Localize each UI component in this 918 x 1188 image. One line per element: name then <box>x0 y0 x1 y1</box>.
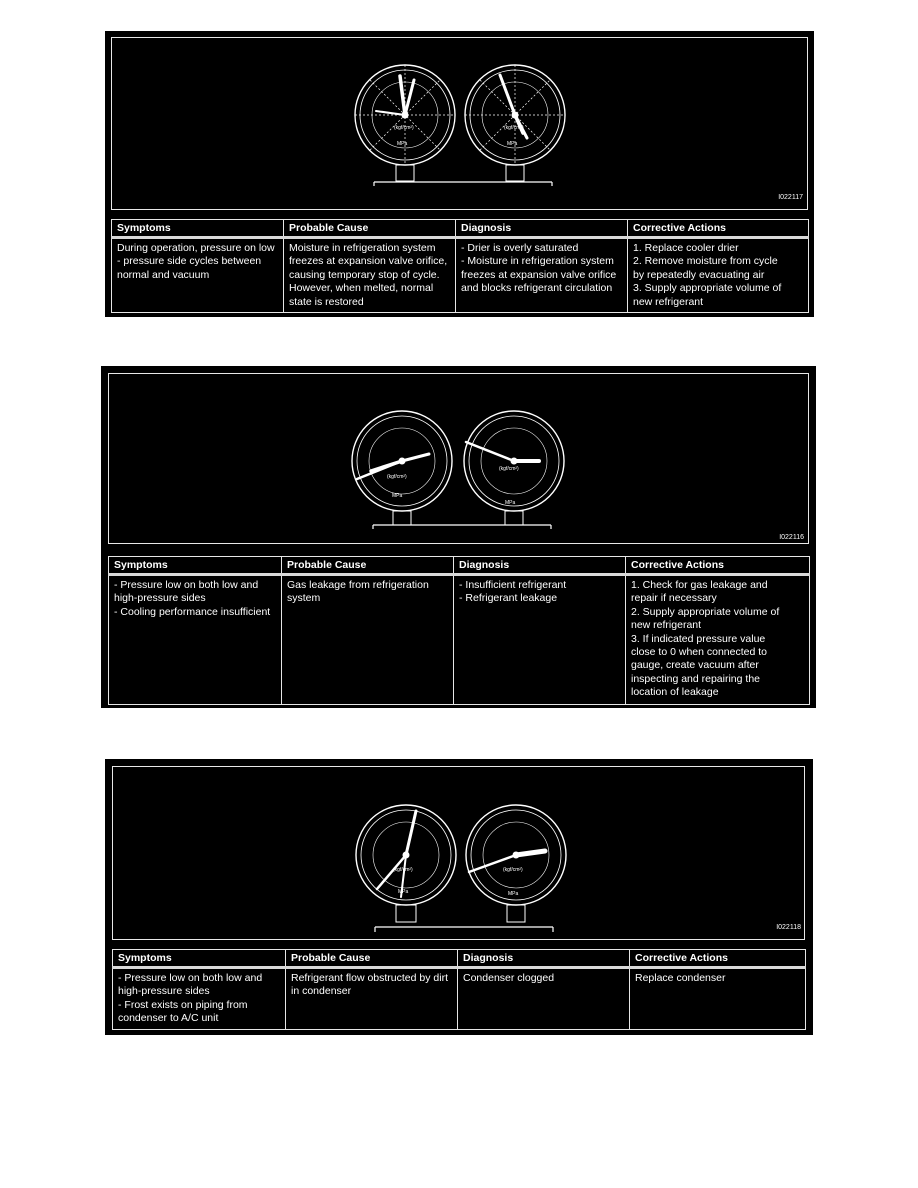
svg-text:(kgf/cm²): (kgf/cm²) <box>394 125 414 131</box>
diagnosis-table-1 <box>111 219 809 313</box>
svg-text:(kgf/cm²): (kgf/cm²) <box>503 867 523 873</box>
table-row <box>113 968 806 1030</box>
svg-text:MPa: MPa <box>505 500 516 506</box>
svg-text:MPa: MPa <box>507 141 518 147</box>
figure-id: I022118 <box>776 924 801 931</box>
header-probable-cause: Probable Cause <box>286 950 458 968</box>
table-header-row <box>113 950 806 968</box>
manifold-gauge-illustration <box>109 374 810 545</box>
cell-probable-cause: Refrigerant flow obstructed by dirt in condenser <box>286 968 458 1030</box>
diagnosis-panel-1 <box>105 31 814 317</box>
table-row <box>109 575 810 705</box>
svg-text:(kgf/cm²): (kgf/cm²) <box>393 867 413 873</box>
figure-id: I022117 <box>778 194 803 201</box>
svg-text:MPa: MPa <box>392 493 403 499</box>
svg-text:(kgf/cm²): (kgf/cm²) <box>504 125 524 131</box>
header-diagnosis: Diagnosis <box>458 950 630 968</box>
cell-corrective-actions: 1. Replace cooler drier 2. Remove moisture from cycle by repeatedly evacuating air 3. Supply appropriate volume of new refrigerant <box>628 238 809 313</box>
header-symptoms: Symptoms <box>113 950 286 968</box>
svg-text:(kgf/cm²): (kgf/cm²) <box>387 474 407 480</box>
header-diagnosis: Diagnosis <box>456 220 628 238</box>
figure-id: I022116 <box>779 534 804 541</box>
manifold-gauge-illustration <box>113 767 806 941</box>
svg-text:(kgf/cm²): (kgf/cm²) <box>499 466 519 472</box>
table-header-row <box>112 220 809 238</box>
cell-diagnosis: - Insufficient refrigerant - Refrigerant leakage <box>454 575 626 705</box>
cell-diagnosis: - Drier is overly saturated - Moisture in refrigeration system freezes at expansion valve orifice and blocks refrigerant circulation <box>456 238 628 313</box>
cell-corrective-actions: 1. Check for gas leakage and repair if necessary 2. Supply appropriate volume of new refrigerant 3. If indicated pressure value close to 0 when connected to gauge, create vacuum after inspecting and repairing the location of leakage <box>626 575 810 705</box>
gauge-figure-2 <box>108 373 809 544</box>
header-probable-cause: Probable Cause <box>282 557 454 575</box>
diagnosis-table-3 <box>112 949 806 1030</box>
header-corrective-actions: Corrective Actions <box>626 557 810 575</box>
svg-text:MPa: MPa <box>398 889 409 895</box>
diagnosis-table-2 <box>108 556 810 705</box>
cell-symptoms: - Pressure low on both low and high-pressure sides - Frost exists on piping from condenser to A/C unit <box>113 968 286 1030</box>
svg-text:MPa: MPa <box>397 141 408 147</box>
cell-probable-cause: Gas leakage from refrigeration system <box>282 575 454 705</box>
cell-symptoms: - Pressure low on both low and high-pressure sides - Cooling performance insufficient <box>109 575 282 705</box>
gauge-figure-3 <box>112 766 805 940</box>
header-diagnosis: Diagnosis <box>454 557 626 575</box>
header-probable-cause: Probable Cause <box>284 220 456 238</box>
gauge-figure-1 <box>111 37 808 210</box>
header-corrective-actions: Corrective Actions <box>628 220 809 238</box>
diagnosis-panel-3 <box>105 759 813 1035</box>
cell-corrective-actions: Replace condenser <box>630 968 806 1030</box>
header-symptoms: Symptoms <box>109 557 282 575</box>
svg-text:MPa: MPa <box>508 891 519 897</box>
header-symptoms: Symptoms <box>112 220 284 238</box>
header-corrective-actions: Corrective Actions <box>630 950 806 968</box>
diagnosis-panel-2 <box>101 366 816 708</box>
table-row <box>112 238 809 313</box>
manifold-gauge-illustration <box>112 38 809 211</box>
cell-symptoms: During operation, pressure on low - pressure side cycles between normal and vacuum <box>112 238 284 313</box>
cell-diagnosis: Condenser clogged <box>458 968 630 1030</box>
cell-probable-cause: Moisture in refrigeration system freezes at expansion valve orifice, causing temporary stop of cycle. However, when melted, normal state is restored <box>284 238 456 313</box>
table-header-row <box>109 557 810 575</box>
